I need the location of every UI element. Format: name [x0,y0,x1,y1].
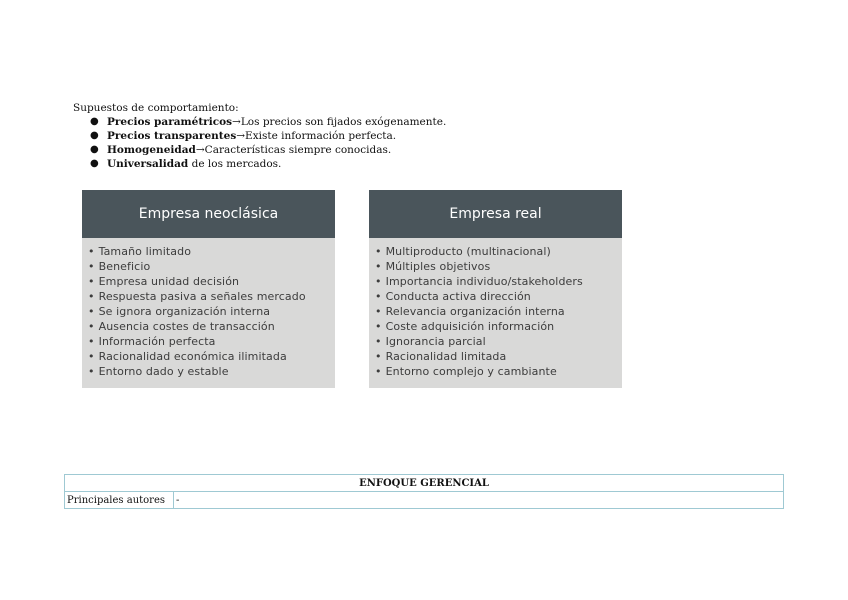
card-list [82,238,335,379]
list-item: ● Precios paramétricos→Los precios son fijados exógenamente. [90,116,447,128]
list-item: • Racionalidad económica ilimitada [88,350,287,363]
neoclassical-firm-card [82,190,335,388]
list-item: • Ausencia costes de transacción [88,320,275,333]
list-item: • Información perfecta [88,335,216,348]
list-item: • Beneficio [88,260,151,273]
real-firm-card [369,190,622,388]
list-item: • Se ignora organización interna [88,305,271,318]
card-title: Empresa neoclásica [82,190,335,238]
row-value[interactable]: - [174,492,784,509]
list-item: • Racionalidad limitada [375,350,507,363]
assumptions-heading: Supuestos de comportamiento: [73,102,239,114]
behavior-assumptions [73,101,446,171]
list-item: ● Homogeneidad→Características siempre conocidas. [90,144,392,156]
bullet-icon: ● [90,158,99,169]
bullet-icon: ● [90,144,99,155]
assumptions-list [73,115,446,171]
row-label: Principales autores [65,492,174,509]
bullet-icon: ● [90,116,99,127]
list-item: • Multiproducto (multinacional) [375,245,551,258]
list-item: • Múltiples objetivos [375,260,491,273]
card-title: Empresa real [369,190,622,238]
list-item: • Importancia individuo/stakeholders [375,275,583,288]
list-item: ● Universalidad de los mercados. [90,158,282,170]
list-item: • Tamaño limitado [88,245,192,258]
list-item: • Relevancia organización interna [375,305,565,318]
table-title: ENFOQUE GERENCIAL [65,475,784,492]
list-item: • Respuesta pasiva a señales mercado [88,290,306,303]
card-list [369,238,622,379]
list-item: • Coste adquisición información [375,320,555,333]
managerial-approach-table [64,474,784,509]
list-item: • Entorno complejo y cambiante [375,365,557,378]
bullet-icon: ● [90,130,99,141]
list-item: • Conducta activa dirección [375,290,531,303]
list-item: • Entorno dado y estable [88,365,229,378]
list-item: ● Precios transparentes→Existe información perfecta. [90,130,397,142]
table-row [65,475,784,492]
list-item: • Ignorancia parcial [375,335,486,348]
list-item: • Empresa unidad decisión [88,275,240,288]
table-row [65,492,784,509]
